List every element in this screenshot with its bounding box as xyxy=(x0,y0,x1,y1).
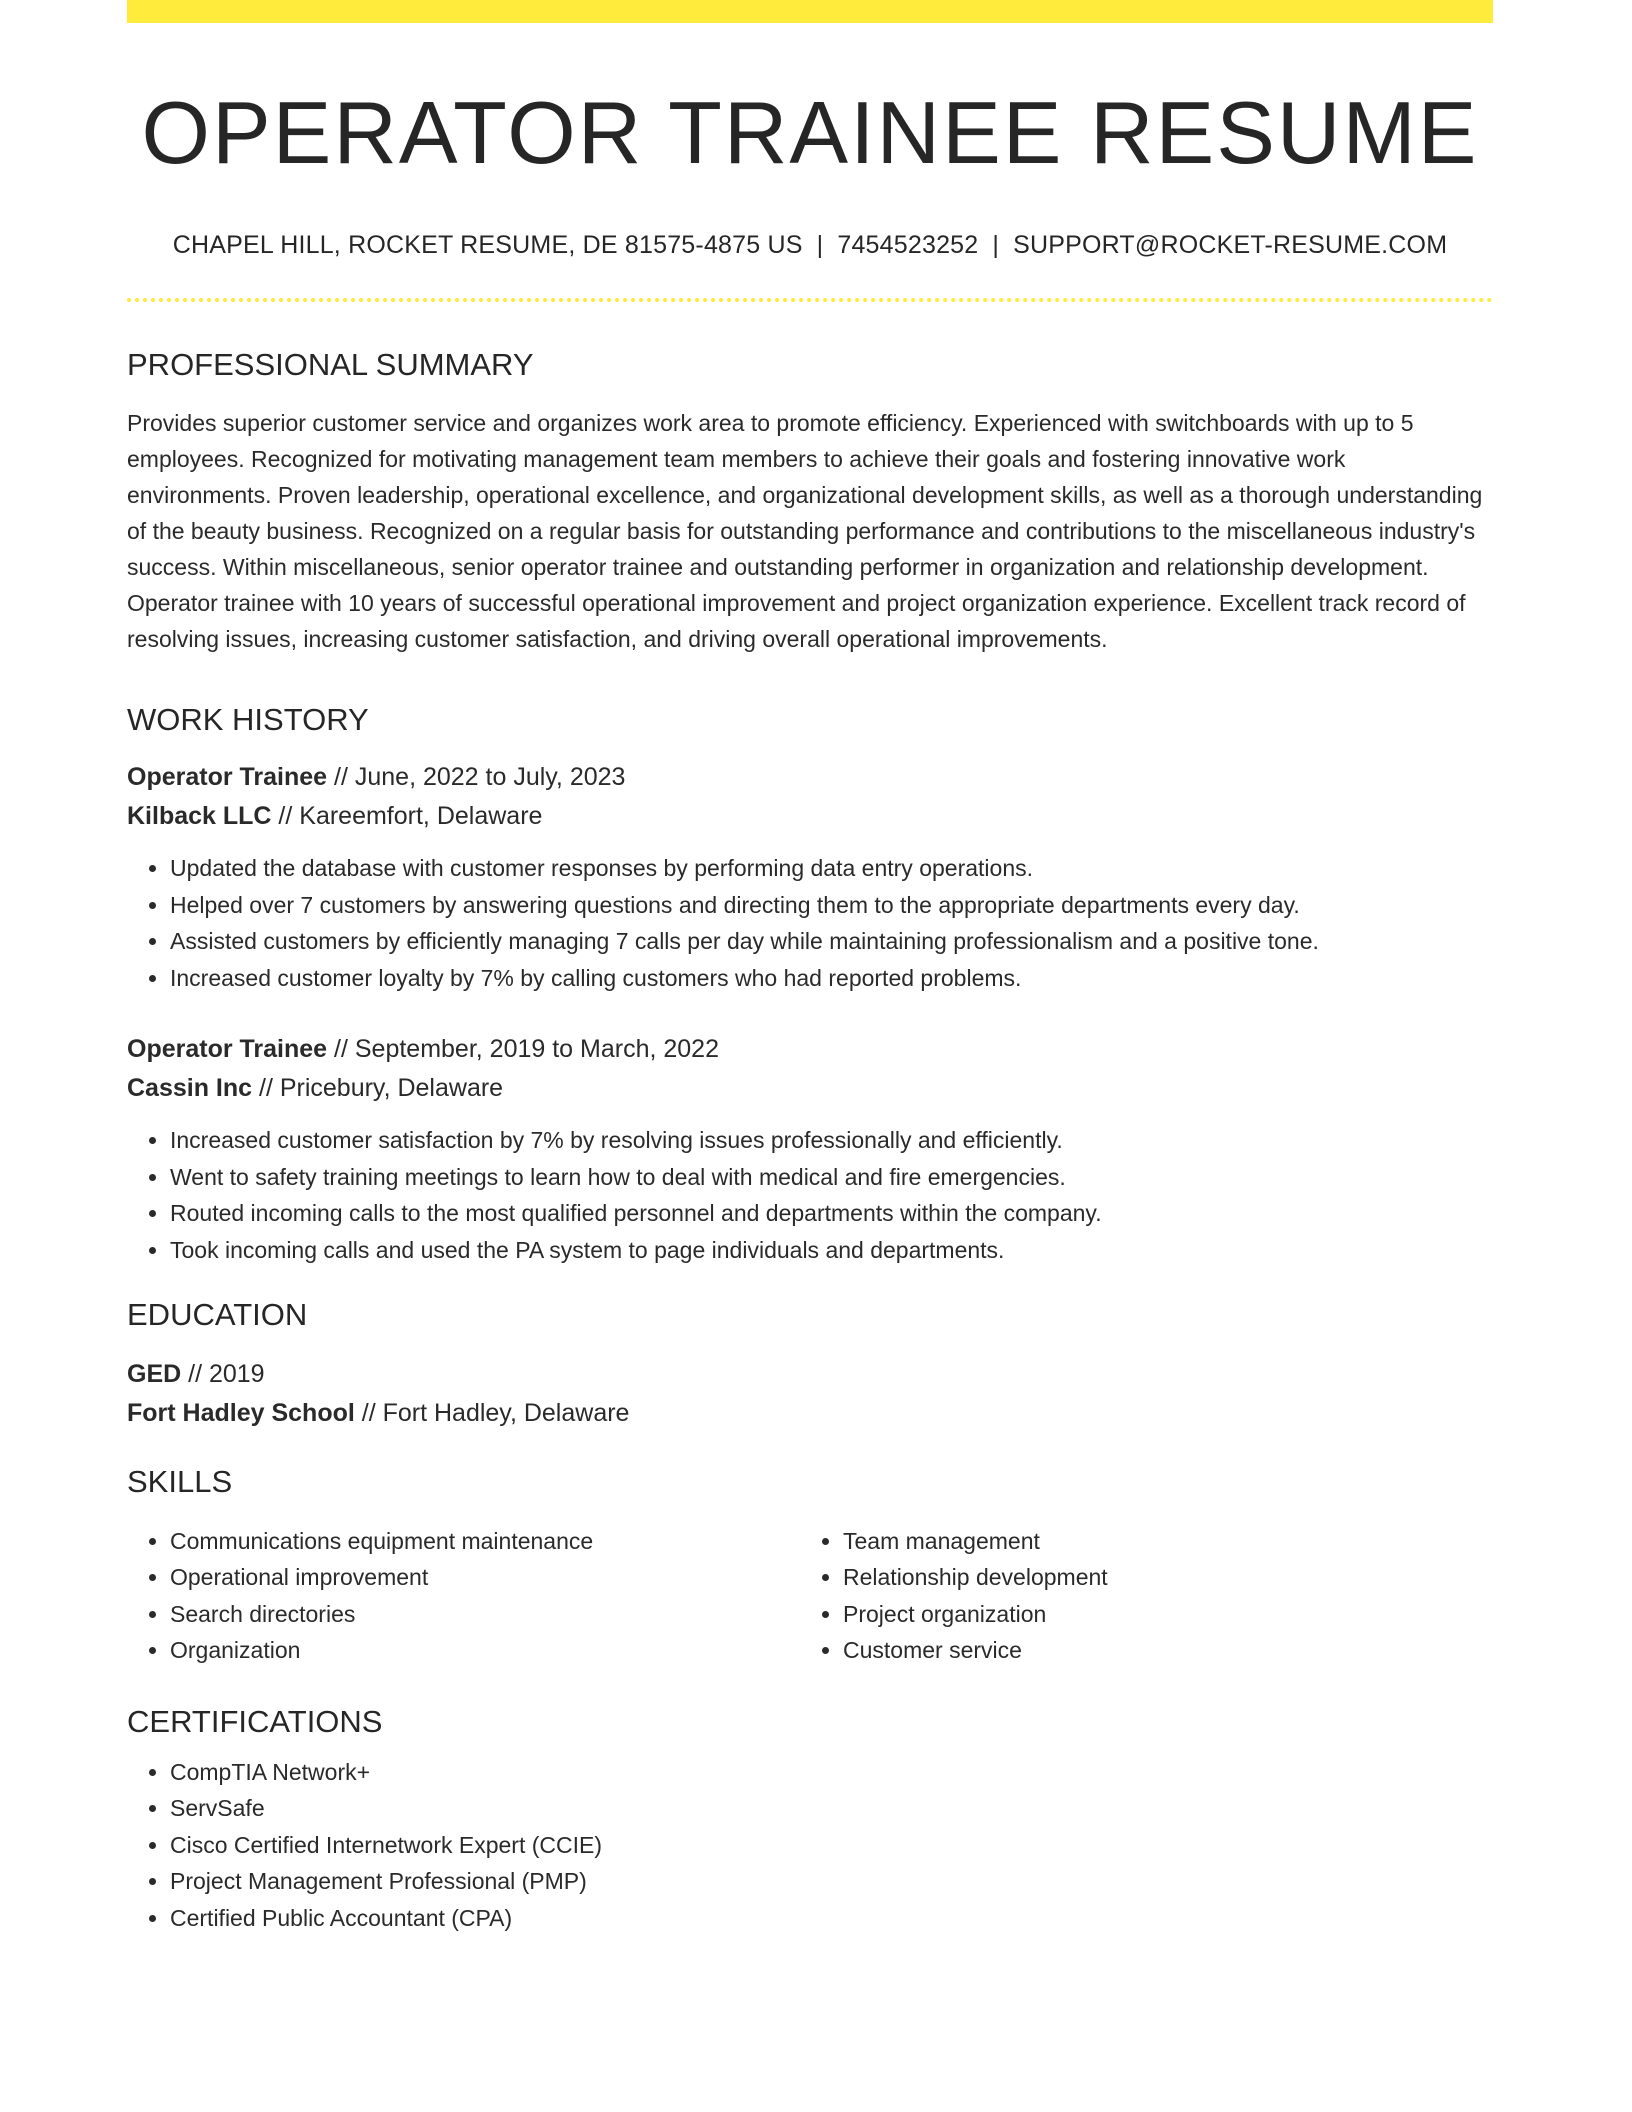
contact-separator: | xyxy=(816,230,824,259)
skills-heading: SKILLS xyxy=(127,1464,233,1500)
job-company: Kilback LLC xyxy=(127,802,272,831)
contact-address: CHAPEL HILL, ROCKET RESUME, DE 81575-4875 US xyxy=(172,230,803,259)
school-name: Fort Hadley School xyxy=(127,1399,355,1428)
list-item: • Search directories xyxy=(170,1596,800,1633)
skills-grid xyxy=(127,1523,1493,1669)
list-item: • Routed incoming calls to the most qualified personnel and departments within the company. xyxy=(170,1195,1493,1232)
school-line xyxy=(127,1394,1493,1433)
list-item: • ServSafe xyxy=(170,1790,1493,1827)
dotted-divider xyxy=(127,298,1493,302)
job-entry xyxy=(127,758,1493,996)
list-item: • Assisted customers by efficiently managing 7 calls per day while maintaining professionalism and a positive tone. xyxy=(170,923,1493,960)
job-title-line xyxy=(127,1030,1493,1069)
skills-column-left xyxy=(127,1523,800,1669)
work-history-heading: WORK HISTORY xyxy=(127,701,369,737)
job-location: // Pricebury, Delaware xyxy=(252,1074,504,1103)
contact-phone: 7454523252 xyxy=(837,230,979,259)
certifications-list xyxy=(127,1754,1493,1937)
list-item: • Increased customer loyalty by 7% by calling customers who had reported problems. xyxy=(170,960,1493,997)
job-title: Operator Trainee xyxy=(127,1035,328,1064)
degree: GED xyxy=(127,1360,182,1389)
skills-column-right xyxy=(800,1523,1473,1669)
resume-title: OPERATOR TRAINEE RESUME xyxy=(141,83,1479,182)
job-title: Operator Trainee xyxy=(127,763,328,792)
education-heading: EDUCATION xyxy=(127,1297,308,1333)
job-dates: // September, 2019 to March, 2022 xyxy=(327,1035,719,1064)
list-item: • Updated the database with customer responses by performing data entry operations. xyxy=(170,850,1493,887)
list-item: • Went to safety training meetings to learn how to deal with medical and fire emergencies. xyxy=(170,1159,1493,1196)
list-item: • Relationship development xyxy=(843,1559,1473,1596)
contact-email: SUPPORT@ROCKET-RESUME.COM xyxy=(1013,230,1448,259)
job-location: // Kareemfort, Delaware xyxy=(271,802,543,831)
summary-heading: PROFESSIONAL SUMMARY xyxy=(127,346,534,382)
list-item: • Project organization xyxy=(843,1596,1473,1633)
list-item: • Cisco Certified Internetwork Expert (CCIE) xyxy=(170,1827,1493,1864)
list-item: • Certified Public Accountant (CPA) xyxy=(170,1900,1493,1937)
list-item: • Team management xyxy=(843,1523,1473,1560)
job-duties xyxy=(127,850,1493,996)
job-entry xyxy=(127,1030,1493,1268)
job-company-line xyxy=(127,1069,1493,1108)
degree-year: // 2019 xyxy=(181,1360,265,1389)
job-company-line xyxy=(127,797,1493,836)
school-location: // Fort Hadley, Delaware xyxy=(354,1399,630,1428)
summary-text: Provides superior customer service and organizes work area to promote efficiency. Experienced with switchboards with up to 5 employees. Recognized for motivating management team members to achieve their goals and fostering innovative work environments. Proven leadership, operational excellence, and organizational development skills, as well as a thorough understanding of the beauty business. Recognized on a regular basis for outstanding performance and contributions to the miscellaneous industry's success. Within miscellaneous, senior operator trainee and outstanding performer in organization and relationship development. Operator trainee with 10 years of successful operational improvement and project organization experience. Excellent track record of resolving issues, increasing customer satisfaction, and driving overall operational improvements. xyxy=(127,409,1483,652)
job-company: Cassin Inc xyxy=(127,1074,253,1103)
job-title-line xyxy=(127,758,1493,797)
degree-line xyxy=(127,1355,1493,1394)
list-item: • Organization xyxy=(170,1632,800,1669)
education-entry xyxy=(127,1355,1493,1433)
accent-bar xyxy=(127,0,1493,23)
certifications-heading: CERTIFICATIONS xyxy=(127,1703,383,1739)
list-item: • Increased customer satisfaction by 7% by resolving issues professionally and efficiently. xyxy=(170,1122,1493,1159)
job-dates: // June, 2022 to July, 2023 xyxy=(327,763,626,792)
list-item: • Communications equipment maintenance xyxy=(170,1523,800,1560)
contact-separator: | xyxy=(992,230,1000,259)
resume-page xyxy=(127,0,1493,1936)
list-item: • Operational improvement xyxy=(170,1559,800,1596)
contact-line xyxy=(127,230,1493,260)
list-item: • CompTIA Network+ xyxy=(170,1754,1493,1791)
job-duties xyxy=(127,1122,1493,1268)
list-item: • Helped over 7 customers by answering questions and directing them to the appropriate departments every day. xyxy=(170,887,1493,924)
list-item: • Took incoming calls and used the PA system to page individuals and departments. xyxy=(170,1232,1493,1269)
list-item: • Project Management Professional (PMP) xyxy=(170,1863,1493,1900)
list-item: • Customer service xyxy=(843,1632,1473,1669)
